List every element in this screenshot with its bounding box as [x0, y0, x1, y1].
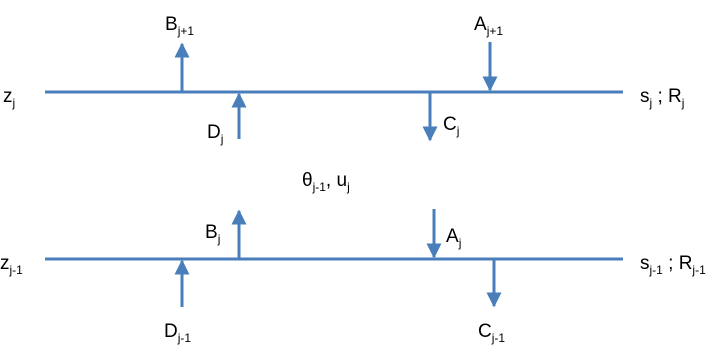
label-b-upper: $B_{j+1}$: [165, 14, 195, 38]
label-d-upper: $D_j$: [207, 122, 224, 146]
label-c-lower: $C_{j-1}$: [478, 321, 506, 345]
label-theta-u: $\theta_{j-1}$, $u_j$: [302, 170, 350, 194]
label-d-lower: $D_{j-1}$: [164, 321, 192, 345]
label-a-upper: $A_{j+1}$: [474, 14, 504, 38]
label-z-lower: $z_{j-1}$: [0, 253, 23, 277]
label-b-lower: $B_j$: [205, 222, 221, 246]
label-s-r-lower: $s_{j-1}$ ; $R_{j-1}$: [640, 253, 706, 277]
label-c-upper: $C_j$: [443, 114, 460, 138]
label-s-r-upper: $s_j$ ; $R_j$: [640, 86, 685, 110]
label-a-lower: $A_j$: [446, 226, 462, 250]
label-z-upper: $z_j$: [3, 86, 16, 110]
